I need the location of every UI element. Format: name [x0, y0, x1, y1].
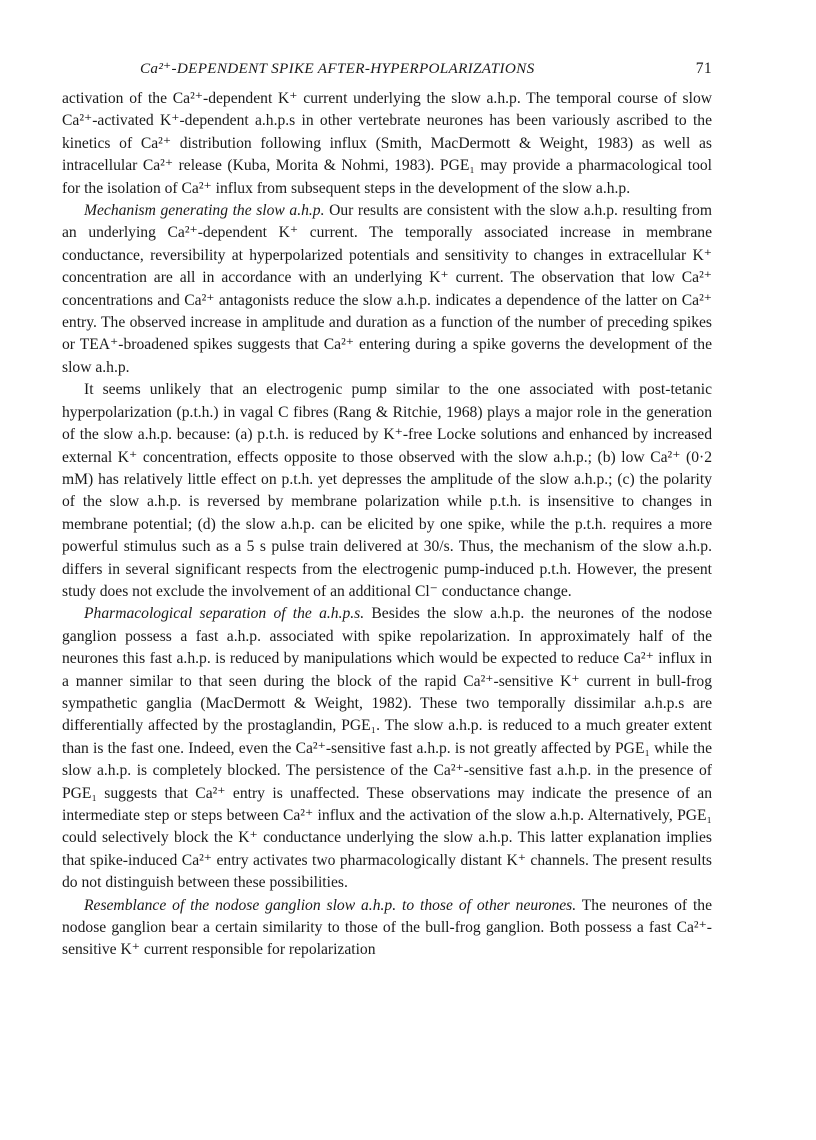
paragraph-text: Besides the slow a.h.p. the neurones of the nodose ganglion possess a fast a.h.p. associated with spike repolarization. In approximately half of the neurones this fast a.h.p. is reduced by manipulations which would be expected to reduce Ca²⁺ influx in a manner similar to that seen during the block of the rapid Ca²⁺-sensitive K⁺ current in bull-frog sympathetic ganglia (MacDermott & Weight, 1982). These two temporally dissimilar a.h.p.s are differentially affected by the prostaglandin, PGE₁. The slow a.h.p. is reduced to a much greater extent than is the fast one. Indeed, even the Ca²⁺-sensitive fast a.h.p. is not greatly affected by PGE₁ while the slow a.h.p. is completely blocked. The persistence of the Ca²⁺-sensitive fast a.h.p. in the presence of PGE₁ suggests that Ca²⁺ entry is unaffected. These observations may indicate the presence of an intermediate step or steps between Ca²⁺ influx and the activation of the slow a.h.p. Alternatively, PGE₁ could selectively block the K⁺ conductance underlying the slow a.h.p. This latter explanation implies that spike-induced Ca²⁺ entry activates two pharmacologically distant K⁺ channels. The present results do not distinguish between these possibilities. — [62, 605, 713, 892]
paragraph-mechanism — [62, 200, 712, 379]
paragraph-continuation — [62, 88, 712, 200]
paragraph-text: activation of the Ca²⁺-dependent K⁺ current underlying the slow a.h.p. The temporal course of slow Ca²⁺-activated K⁺-dependent a.h.p.s in other vertebrate neurones has been variously ascribed to the kinetics of Ca²⁺ distribution following influx (Smith, MacDermott & Weight, 1983) as well as intracellular Ca²⁺ release (Kuba, Morita & Nohmi, 1983). PGE₁ may provide a pharmacological tool for the isolation of Ca²⁺ influx from subsequent steps in the development of the slow a.h.p. — [62, 90, 712, 197]
section-lead-heading: Pharmacological separation of the a.h.p.s. — [84, 605, 365, 623]
section-lead-heading: Resemblance of the nodose ganglion slow a.h.p. to those of other neurones. — [84, 896, 577, 914]
running-header — [62, 58, 712, 88]
running-title: Ca²⁺-DEPENDENT SPIKE AFTER-HYPERPOLARIZATIONS — [140, 60, 535, 77]
paragraph-text: It seems unlikely that an electrogenic pump similar to the one associated with post-tetanic hyperpolarization (p.t.h.) in vagal C fibres (Rang & Ritchie, 1968) plays a major role in the generation of the slow a.h.p. because: (a) p.t.h. is reduced by K⁺-free Locke solutions and enhanced by increased external K⁺ concentration, effects opposite to those observed with the slow a.h.p.; (b) low Ca²⁺ (0·2 mM) has relatively little effect on p.t.h. yet depresses the amplitude of the slow a.h.p.; (c) the polarity of the slow a.h.p. is reversed by membrane polarization while p.t.h. is insensitive to changes in membrane potential; (d) the slow a.h.p. can be elicited by one spike, while the p.t.h. requires a more powerful stimulus such as a 5 s pulse train delivered at 30/s. Thus, the mechanism of the slow a.h.p. differs in several significant respects from the electrogenic pump-induced p.t.h. However, the present study does not exclude the involvement of an additional Cl⁻ conductance change. — [62, 381, 712, 600]
paragraph-text: Our results are consistent with the slow a.h.p. resulting from an underlying Ca²⁺-dependent K⁺ current. The temporally associated increase in membrane conductance, reversibility at hyperpolarized potentials and sensitivity to changes in extracellular K⁺ concentration are all in accordance with an underlying K⁺ current. The observation that low Ca²⁺ concentrations and Ca²⁺ antagonists reduce the slow a.h.p. indicates a dependence of the latter on Ca²⁺ entry. The observed increase in amplitude and duration as a function of the number of preceding spikes or TEA⁺-broadened spikes suggests that Ca²⁺ entering during a spike governs the development of the slow a.h.p. — [62, 202, 712, 376]
journal-page — [62, 58, 712, 962]
paragraph-electrogenic-pump — [62, 379, 712, 603]
paragraph-text: The neurones of the nodose ganglion bear a certain similarity to those of the bull-frog ganglion. Both possess a fast Ca²⁺-sensitive K⁺ current responsible for repolarization — [62, 896, 712, 959]
paragraph-pharmacological-separation — [62, 603, 712, 894]
paragraph-resemblance — [62, 895, 712, 962]
page-number: 71 — [695, 60, 712, 77]
section-lead-heading: Mechanism generating the slow a.h.p. — [84, 202, 325, 220]
